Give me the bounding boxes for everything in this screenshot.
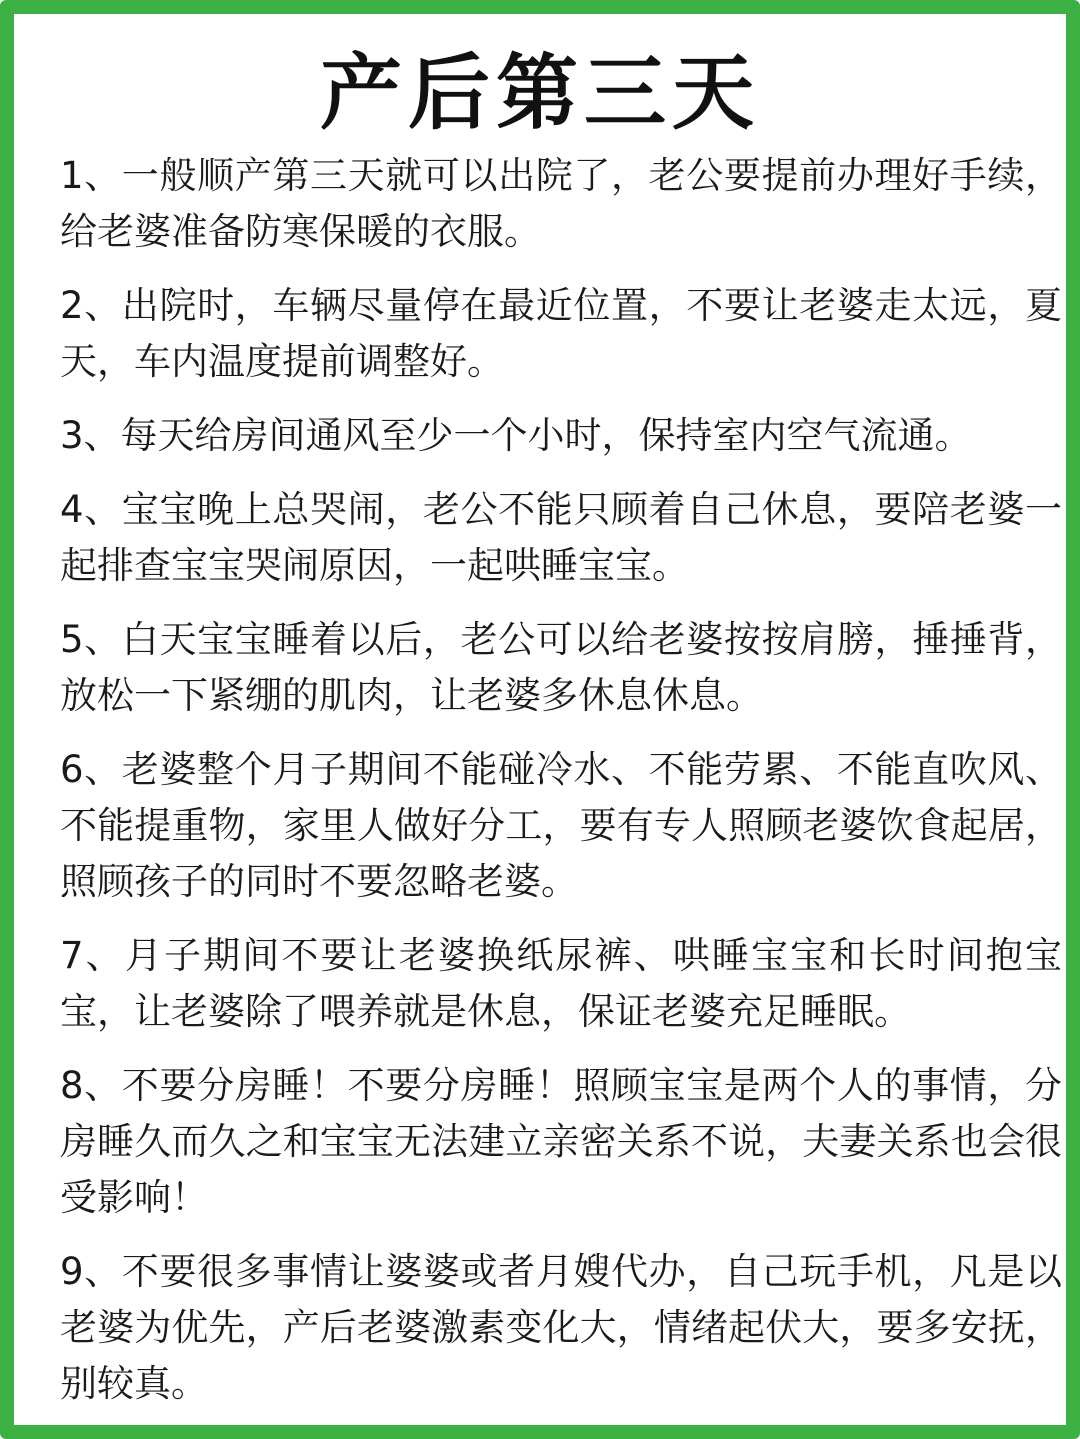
tip-item-4: 4、宝宝晚上总哭闹，老公不能只顾着自己休息，要陪老婆一起排查宝宝哭闹原因，一起哄睡宝宝。 [60, 488, 1062, 587]
tips-list [60, 148, 1062, 1430]
tip-item-8: 8、不要分房睡！不要分房睡！照顾宝宝是两个人的事情，分房睡久而久之和宝宝无法建立亲密关系不说，夫妻关系也会很受影响！ [60, 1064, 1062, 1219]
tip-item-2: 2、出院时，车辆尽量停在最近位置，不要让老婆走太远，夏天，车内温度提前调整好。 [60, 284, 1062, 383]
tip-item-1: 1、一般顺产第三天就可以出院了，老公要提前办理好手续，给老婆准备防寒保暖的衣服。 [60, 154, 1062, 253]
tip-item-6: 6、老婆整个月子期间不能碰冷水、不能劳累、不能直吹风、不能提重物，家里人做好分工，要有专人照顾老婆饮食起居，照顾孩子的同时不要忽略老婆。 [60, 748, 1062, 903]
tip-item-9: 9、不要很多事情让婆婆或者月嫂代办，自己玩手机，凡是以老婆为优先，产后老婆激素变化大，情绪起伏大，要多安抚，别较真。 [60, 1250, 1062, 1405]
page-title: 产后第三天 [319, 46, 760, 141]
tip-item-3: 3、每天给房间通风至少一个小时，保持室内空气流通。 [60, 414, 972, 457]
tip-item-5: 5、白天宝宝睡着以后，老公可以给老婆按按肩膀，捶捶背，放松一下紧绷的肌肉，让老婆多休息休息。 [60, 618, 1062, 717]
tip-item-7: 7、月子期间不要让老婆换纸尿裤、哄睡宝宝和长时间抱宝宝，让老婆除了喂养就是休息，保证老婆充足睡眠。 [60, 934, 1062, 1033]
